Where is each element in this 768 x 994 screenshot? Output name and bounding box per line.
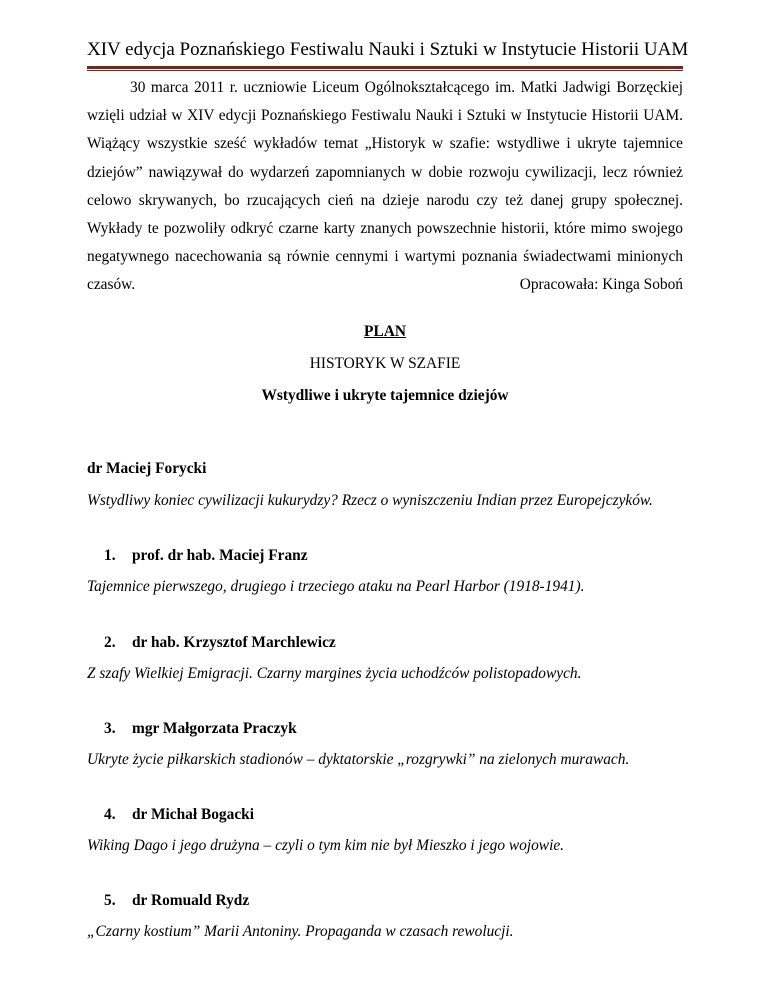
header-divider xyxy=(87,66,683,71)
lecture-title: Wstydliwy koniec cywilizacji kukurydzy? Rzecz o wyniszczeniu Indian przez Europejczyków. xyxy=(87,492,653,509)
plan-title: PLAN xyxy=(364,323,406,340)
lecturer-name-text: dr Michał Bogacki xyxy=(132,806,254,823)
lecturer-name xyxy=(87,890,249,912)
lecture-number: 2. xyxy=(104,634,116,651)
lecture-number: 1. xyxy=(104,547,116,564)
lecture-number: 3. xyxy=(104,720,116,737)
lecturer-name xyxy=(87,632,336,654)
lecturer-name xyxy=(87,804,254,826)
author-credit: Opracowała: Kinga Soboń xyxy=(519,276,683,293)
lecture-title: Tajemnice pierwszego, drugiego i trzeciego ataku na Pearl Harbor (1918-1941). xyxy=(87,578,585,595)
lecturer-name-text: prof. dr hab. Maciej Franz xyxy=(132,547,308,564)
lecture-title: „Czarny kostium” Marii Antoniny. Propaganda w czasach rewolucji. xyxy=(87,923,514,940)
lecturer-name xyxy=(87,718,297,740)
lecturer-name xyxy=(87,458,206,480)
plan-subtitle: HISTORYK W SZAFIE xyxy=(309,355,461,372)
lecturer-name-text: dr Maciej Forycki xyxy=(87,460,207,477)
lecturer-name-text: mgr Małgorzata Praczyk xyxy=(132,720,297,737)
lecture-number: 4. xyxy=(104,806,116,823)
lecture-title: Z szafy Wielkiej Emigracji. Czarny margines życia uchodźców polistopadowych. xyxy=(87,665,582,682)
lecturer-name xyxy=(87,545,308,567)
lecture-number: 5. xyxy=(104,892,116,909)
lecturer-name-text: dr hab. Krzysztof Marchlewicz xyxy=(132,634,336,651)
page-header-title: XIV edycja Poznańskiego Festiwalu Nauki i Sztuki w Instytucie Historii UAM xyxy=(87,39,689,60)
lecture-title: Wiking Dago i jego drużyna – czyli o tym kim nie był Mieszko i jego wojowie. xyxy=(87,837,565,854)
plan-description: Wstydliwe i ukryte tajemnice dziejów xyxy=(261,387,509,404)
lecturer-name-text: dr Romuald Rydz xyxy=(132,892,250,909)
intro-paragraph: 30 marca 2011 r. uczniowie Liceum Ogólnokształcącego im. Matki Jadwigi Borzęckiej wzięli udział w XIV edycji Poznańskiego Festiwalu Nauki i Sztuki w Instytucie Historii UAM. Wiążący wszystkie sześć wykładów temat „Historyk w szafie: wstydliwe i ukryte tajemnice dziejów” nawiązywał do wydarzeń zapomnianych w dobie rozwoju cywilizacji, lecz również celowo skrywanych, bo rzucających cień na dzieje narodu czy też danej grupy społecznej. Wykłady te pozwoliły odkryć czarne karty znanych powszechnie historii, które mimo swojego negatywnego nacechowania są równie cennymi i wartymi poznania świadectwami minionych czasów. xyxy=(87,79,683,294)
lecture-title: Ukryte życie piłkarskich stadionów – dyktatorskie „rozgrywki” na zielonych murawach. xyxy=(87,751,630,768)
